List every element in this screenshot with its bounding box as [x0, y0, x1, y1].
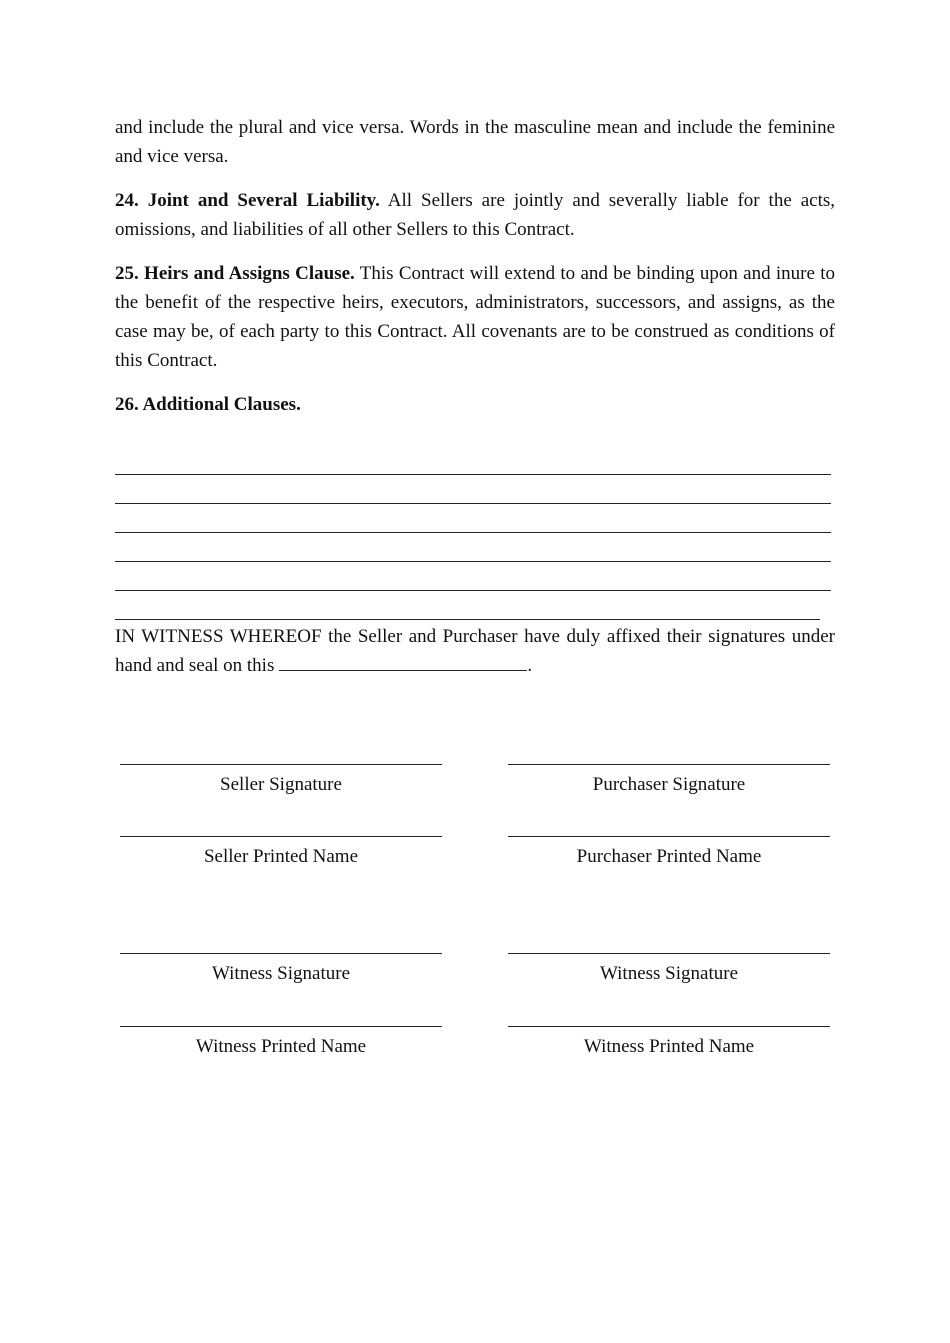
blank-line[interactable]	[115, 591, 820, 620]
witness-printed-name-line-right[interactable]	[508, 1026, 830, 1027]
clause-24-heading: 24. Joint and Several Liability.	[115, 190, 380, 211]
purchaser-printed-name-label: Purchaser Printed Name	[576, 846, 762, 867]
witness-printed-name-block-left	[120, 1026, 442, 1059]
seller-signature-block	[120, 764, 442, 797]
purchaser-signature-block	[508, 764, 830, 797]
clause-25-text: This Contract will extend to and be binding upon and inure to the benefit of the respective heirs, executors, administrators, successors, and assigns, as the case may be, of each party to this Contract. All covenants are to be construed as conditions of this Contract.	[115, 263, 835, 371]
witness-signature-line-left[interactable]	[120, 953, 442, 954]
witness-text-end: .	[527, 655, 533, 676]
contract-body	[115, 113, 835, 419]
witness-statement	[115, 622, 835, 680]
witness-signature-block-right	[508, 953, 830, 986]
additional-clauses-heading: 26. Additional Clauses.	[115, 394, 301, 415]
purchaser-printed-name-line[interactable]	[508, 836, 830, 837]
seller-printed-name-block	[120, 836, 442, 869]
witness-text: IN WITNESS WHEREOF the Seller and Purchaser have duly affixed their signatures under hand and seal on this	[115, 626, 835, 676]
witness-signature-line-right[interactable]	[508, 953, 830, 954]
witness-signature-label-right: Witness Signature	[599, 963, 739, 984]
witness-printed-name-label-left: Witness Printed Name	[195, 1036, 367, 1057]
blank-line[interactable]	[115, 533, 831, 562]
seller-printed-name-label: Seller Printed Name	[203, 846, 359, 867]
clause-25-heading: 25. Heirs and Assigns Clause.	[115, 263, 355, 284]
seller-printed-name-line[interactable]	[120, 836, 442, 837]
blank-line[interactable]	[115, 504, 831, 533]
clause-24	[115, 186, 835, 244]
purchaser-printed-name-block	[508, 836, 830, 869]
witness-printed-name-line-left[interactable]	[120, 1026, 442, 1027]
clause-24-text: All Sellers are jointly and severally liable for the acts, omissions, and liabilities of all other Sellers to this Contract.	[115, 190, 835, 240]
witness-printed-name-label-right: Witness Printed Name	[583, 1036, 755, 1057]
purchaser-signature-line[interactable]	[508, 764, 830, 765]
witness-signature-block-left	[120, 953, 442, 986]
blank-line[interactable]	[115, 446, 831, 475]
date-blank[interactable]	[279, 652, 527, 671]
purchaser-signature-label: Purchaser Signature	[592, 774, 746, 795]
witness-signature-label-left: Witness Signature	[211, 963, 351, 984]
intro-text: and include the plural and vice versa. Words in the masculine mean and include the feminine and vice versa.	[115, 117, 835, 167]
seller-signature-label: Seller Signature	[220, 774, 342, 795]
intro-paragraph	[115, 113, 835, 171]
blank-line[interactable]	[115, 475, 831, 504]
witness-printed-name-block-right	[508, 1026, 830, 1059]
additional-clauses-blank-lines[interactable]	[115, 446, 831, 620]
seller-signature-line[interactable]	[120, 764, 442, 765]
clause-25	[115, 259, 835, 375]
blank-line[interactable]	[115, 562, 831, 591]
